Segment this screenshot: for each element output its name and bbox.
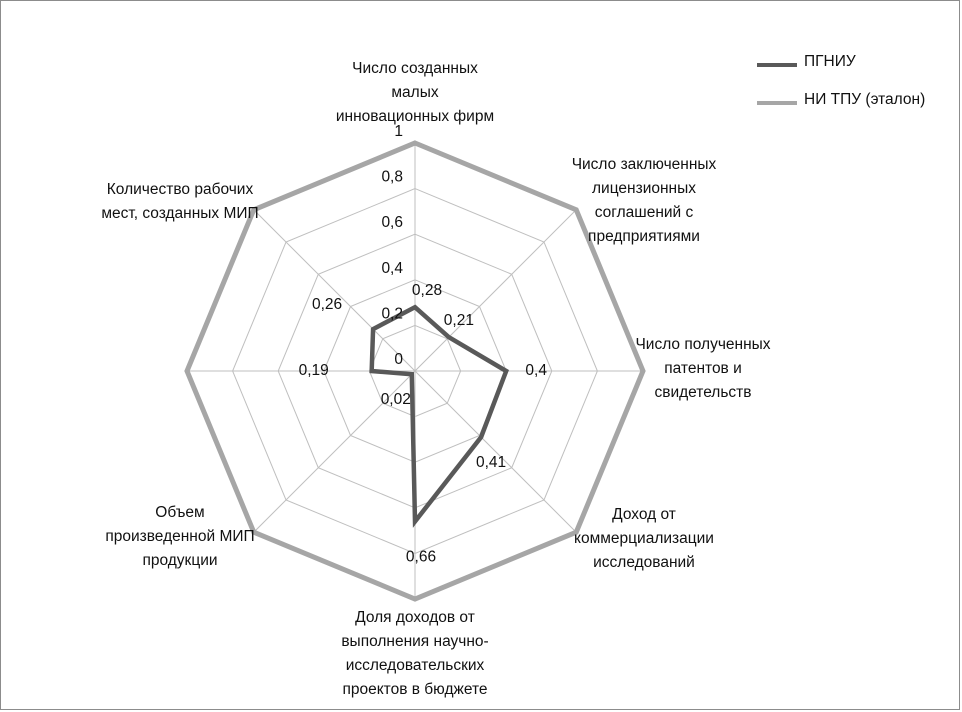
axis-label-6 <box>101 178 258 226</box>
r-tick-label: 0,6 <box>381 214 403 232</box>
r-tick-label: 0,2 <box>381 305 403 323</box>
legend-label: ПГНИУ <box>804 53 856 70</box>
data-label: 0,02 <box>380 391 411 409</box>
axis-label-1 <box>572 153 717 249</box>
data-label: 0,4 <box>525 362 547 379</box>
axis-label-4 <box>341 606 488 702</box>
axis-label-line: проектов в бюджете <box>342 681 488 698</box>
axis-label-line: Объем <box>155 504 205 521</box>
axis-label-line: инновационных фирм <box>335 108 495 125</box>
legend-label: НИ ТПУ (эталон) <box>804 91 926 108</box>
axis-label-line: Доход от <box>612 506 676 523</box>
axis-label-line: Число созданных <box>352 60 478 77</box>
data-label: 0,19 <box>298 362 329 379</box>
axis-label-line: Число заключенных <box>571 156 717 173</box>
legend-swatch <box>757 63 797 67</box>
axis-label-line: патентов и <box>664 360 742 377</box>
r-tick-label: 1 <box>394 123 403 140</box>
axis-label-3 <box>574 503 714 575</box>
r-tick-label: 0,8 <box>381 168 403 186</box>
axis-label-2 <box>635 333 770 405</box>
axis-label-0 <box>336 57 494 129</box>
legend-swatch <box>757 101 797 105</box>
axis-label-line: произведенной МИП <box>105 528 255 545</box>
r-tick-label: 0 <box>394 351 403 368</box>
axis-label-line: исследований <box>593 554 695 571</box>
r-tick-label: 0,4 <box>381 259 403 277</box>
axis-label-line: коммерциализации <box>574 530 714 547</box>
axis-label-line: продукции <box>142 552 218 569</box>
axis-label-line: Доля доходов от <box>355 609 475 626</box>
axis-label-line: лицензионных <box>592 180 696 197</box>
axis-label-line: свидетельств <box>654 384 752 401</box>
grid-spoke <box>254 210 415 371</box>
axis-label-line: исследовательских <box>345 657 485 674</box>
axis-label-line: мест, созданных МИП <box>101 205 259 222</box>
data-label: 0,41 <box>476 454 507 472</box>
axis-label-line: выполнения научно- <box>341 633 489 650</box>
axis-label-line: Число полученных <box>635 336 771 353</box>
series-line-pgniu <box>372 307 507 521</box>
data-label: 0,26 <box>311 296 343 314</box>
data-label: 0,66 <box>405 548 437 566</box>
axis-label-5 <box>105 501 254 573</box>
axis-label-line: Количество рабочих <box>106 181 254 198</box>
axis-label-line: предприятиями <box>588 228 700 245</box>
axis-label-line: малых <box>391 84 439 101</box>
data-label: 0,28 <box>411 282 443 300</box>
data-label: 0,21 <box>443 312 474 330</box>
axis-label-line: соглашений с <box>594 204 694 221</box>
